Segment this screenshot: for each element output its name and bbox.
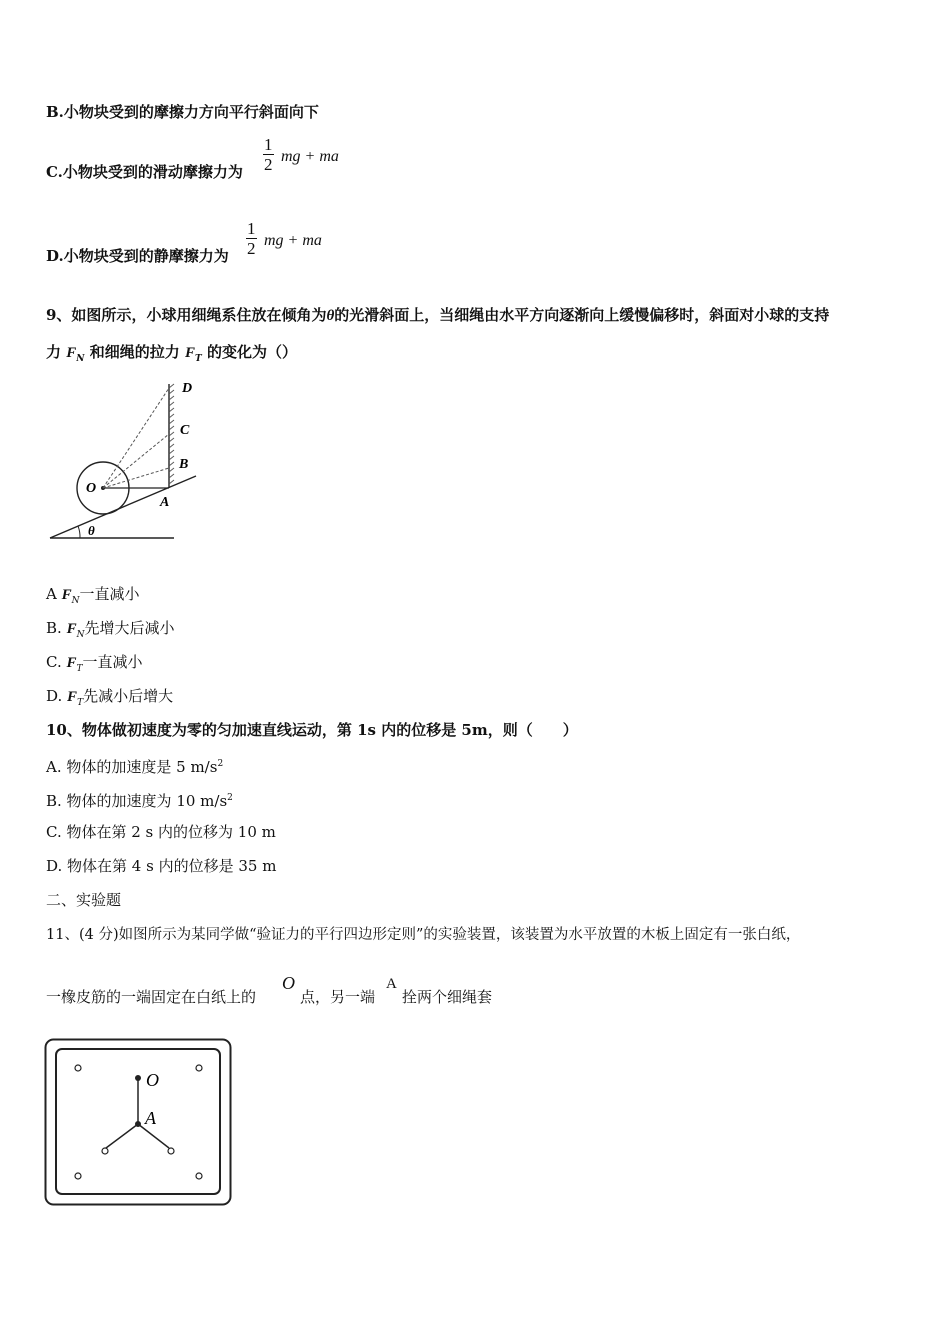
point-o [135,1075,141,1081]
q8-option-d-fraction: $\frac{1}{2}$ [247,219,256,258]
rope-to-d [103,388,169,488]
q10-option-b: B. 物体的加速度为 10 $m/s^2$ [46,792,233,810]
figure-label-c: C [180,423,190,438]
q9-incline-figure [44,376,204,546]
q10-option-c: C. 物体在第 2 s 内的位移为 10 m [46,823,276,841]
figure-label-d: D [182,381,193,396]
string-loop-left [106,1124,138,1148]
theta-arc [78,526,80,538]
loop-end-right [168,1148,174,1154]
q11-stem-line1: 11、(4 分)如图所示为某同学做“验证力的平行四边形定则”的实验装置，该装置为水平放置的木板上固定有一张白纸， [46,927,801,943]
rope-to-b [103,468,169,488]
q10-option-a: A. 物体的加速度是 5 $m/s^2$ [46,758,224,776]
q8-option-c-fraction: $\frac{1}{2}$ [264,135,273,174]
q11-stem-line2: 一橡皮筋的一端固定在白纸上的 [46,988,257,1006]
figure-label-a: A [145,1108,156,1128]
q9-option-a: A $F_N$一直减小 [46,585,140,606]
q8-option-c-expression: mg + ma [281,148,339,165]
figure-label-a: A [160,495,170,510]
wall-hatching [169,384,174,484]
q8-option-c: C.小物块受到的滑动摩擦力为 [46,163,243,181]
q11-board-figure [44,1038,234,1208]
q8-option-d-expression: mg + ma [264,232,322,249]
figure-label-b: B [179,457,189,472]
q11-symbol-a: A [386,976,397,992]
q9-option-b: B. $F_N$先增大后减小 [46,619,175,640]
q9-stem-line1: 9、如图所示，小球用细绳系住放在倾角为θ的光滑斜面上，当细绳由水平方向逐渐向上缓慢偏移时，斜面对小球的支持 [46,306,830,324]
q8-option-d: D.小物块受到的静摩擦力为 [46,247,229,265]
q10-option-d: D. 物体在第 4 s 内的位移是 35 m [46,857,277,875]
q9-stem-line2: 力 $F_N$ 和细绳的拉力 $F_T$ 的变化为（） [46,343,297,364]
pin-bottom-left [75,1173,81,1179]
figure-label-o: O [146,1070,159,1090]
pin-top-left [75,1065,81,1071]
q9-option-c: C. $F_T$一直减小 [46,653,143,674]
q8-option-b: B.小物块受到的摩擦力方向平行斜面向下 [46,103,319,121]
figure-label-theta: θ [88,523,95,538]
q10-stem: 10、物体做初速度为零的匀加速直线运动，第 1s 内的位移是 5m，则（ ） [46,721,578,739]
pin-top-right [196,1065,202,1071]
q9-option-d: D. $F_T$先减小后增大 [46,687,174,708]
loop-end-left [102,1148,108,1154]
section-heading-experiment: 二、实验题 [46,891,122,909]
q11-stem-line2-mid: 点，另一端 [300,988,376,1006]
figure-label-o: O [86,481,97,496]
q11-stem-line2-end: 拴两个细绳套 [402,988,493,1006]
incline-line [50,476,196,538]
pin-bottom-right [196,1173,202,1179]
q11-symbol-o: O [282,973,295,993]
rope-to-c [103,434,169,488]
